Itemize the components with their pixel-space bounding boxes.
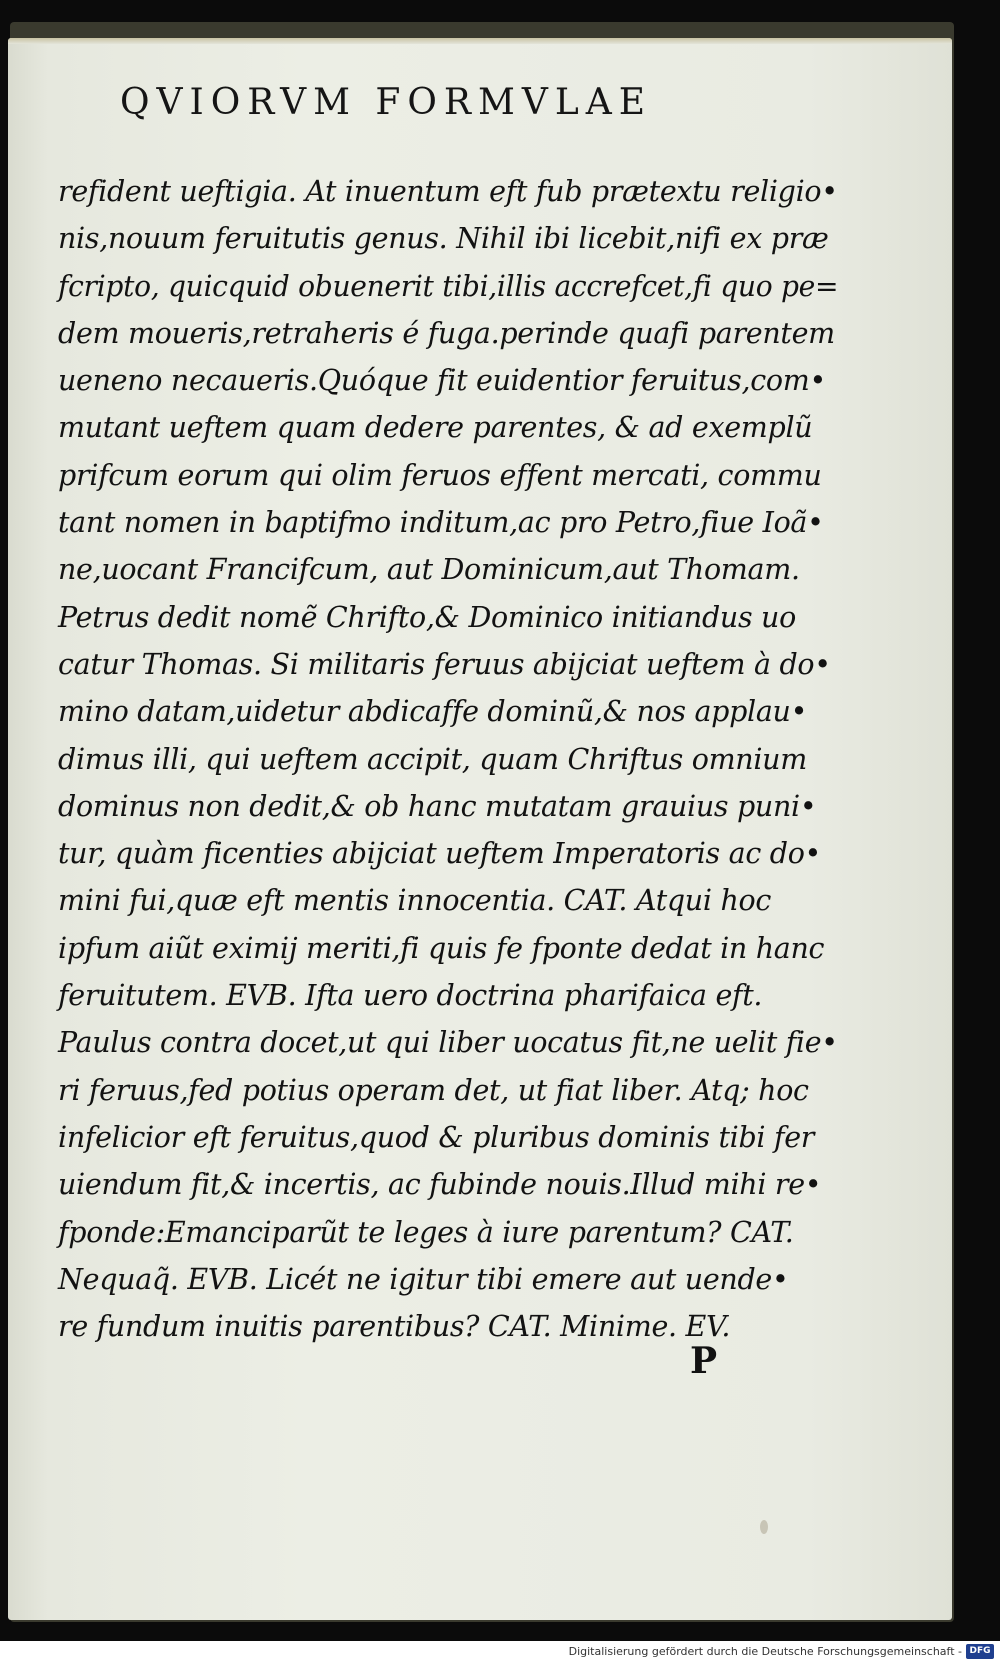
text-line: mino datam,uidetur abdicaffe dominũ,& nos applau• bbox=[58, 695, 808, 729]
digitization-credit: Digitalisierung gefördert durch die Deutsche Forschungsgemeinschaft - bbox=[568, 1645, 962, 1658]
text-line: ueneno necaueris.Quóque fit euidentior feruitus,com• bbox=[58, 364, 826, 398]
text-line: dominus non dedit,& ob hanc mutatam grauius puni• bbox=[58, 789, 817, 823]
text-line: Paulus contra docet,ut qui liber uocatus fit,ne uelit fie• bbox=[58, 1026, 838, 1060]
text-line: mutant ueftem quam dedere parentes, & ad exemplũ bbox=[58, 411, 813, 445]
text-line: dimus illi, qui ueftem accipit, quam Chriftus omnium bbox=[58, 742, 807, 776]
text-line: mini fui,quæ eft mentis innocentia. CAT. Atqui hoc bbox=[58, 884, 772, 918]
text-line: ipfum aiũt eximij meriti,fi quis fe fponte dedat in hanc bbox=[58, 931, 825, 965]
text-line: Nequaq̃. EVB. Licét ne igitur tibi emere aut uende• bbox=[58, 1262, 789, 1296]
text-line: tant nomen in baptifmo inditum,ac pro Petro,fiue Ioã• bbox=[58, 506, 824, 540]
text-line: ri feruus,fed potius operam det, ut fiat liber. Atq; hoc bbox=[58, 1073, 809, 1107]
text-line: catur Thomas. Si militaris feruus abijciat ueftem à do• bbox=[58, 647, 831, 681]
text-line: re fundum inuitis parentibus? CAT. Minime. EV. bbox=[58, 1310, 731, 1344]
signature-mark: P bbox=[690, 1340, 718, 1382]
text-line: tur, quàm ficenties abijciat ueftem Imperatoris ac do• bbox=[58, 837, 822, 871]
paper-speck bbox=[760, 1520, 768, 1534]
text-line: nis,nouum feruitutis genus. Nihil ibi licebit,nifi ex præ bbox=[58, 222, 829, 256]
body-text bbox=[58, 168, 838, 1350]
text-line: fponde:Emanciparũt te leges à iure parentum? CAT. bbox=[58, 1215, 794, 1249]
text-line: infelicior eft feruitus,quod & pluribus dominis tibi fer bbox=[58, 1120, 815, 1154]
text-line: fcripto, quicquid obuenerit tibi,illis accrefcet,fi quo pe= bbox=[58, 269, 839, 303]
text-line: dem moueris,retraheris é fuga.perinde quafi parentem bbox=[58, 316, 835, 350]
text-line: refident ueftigia. At inuentum eft fub prætextu religio• bbox=[58, 175, 838, 208]
text-line: prifcum eorum qui olim feruos effent mercati, commu bbox=[58, 458, 822, 492]
running-head: QVIORVM FORMVLAE bbox=[120, 82, 653, 123]
dfg-logo: DFG bbox=[966, 1644, 994, 1659]
page-top-edge bbox=[8, 38, 952, 44]
text-line: Petrus dedit nomẽ Chrifto,& Dominico initiandus uo bbox=[58, 600, 796, 634]
text-line: ne,uocant Francifcum, aut Dominicum,aut Thomam. bbox=[58, 553, 800, 587]
text-line: uiendum fit,& incertis, ac fubinde nouis.Illud mihi re• bbox=[58, 1168, 822, 1202]
text-line: feruitutem. EVB. Ifta uero doctrina pharifaica eft. bbox=[58, 979, 763, 1013]
